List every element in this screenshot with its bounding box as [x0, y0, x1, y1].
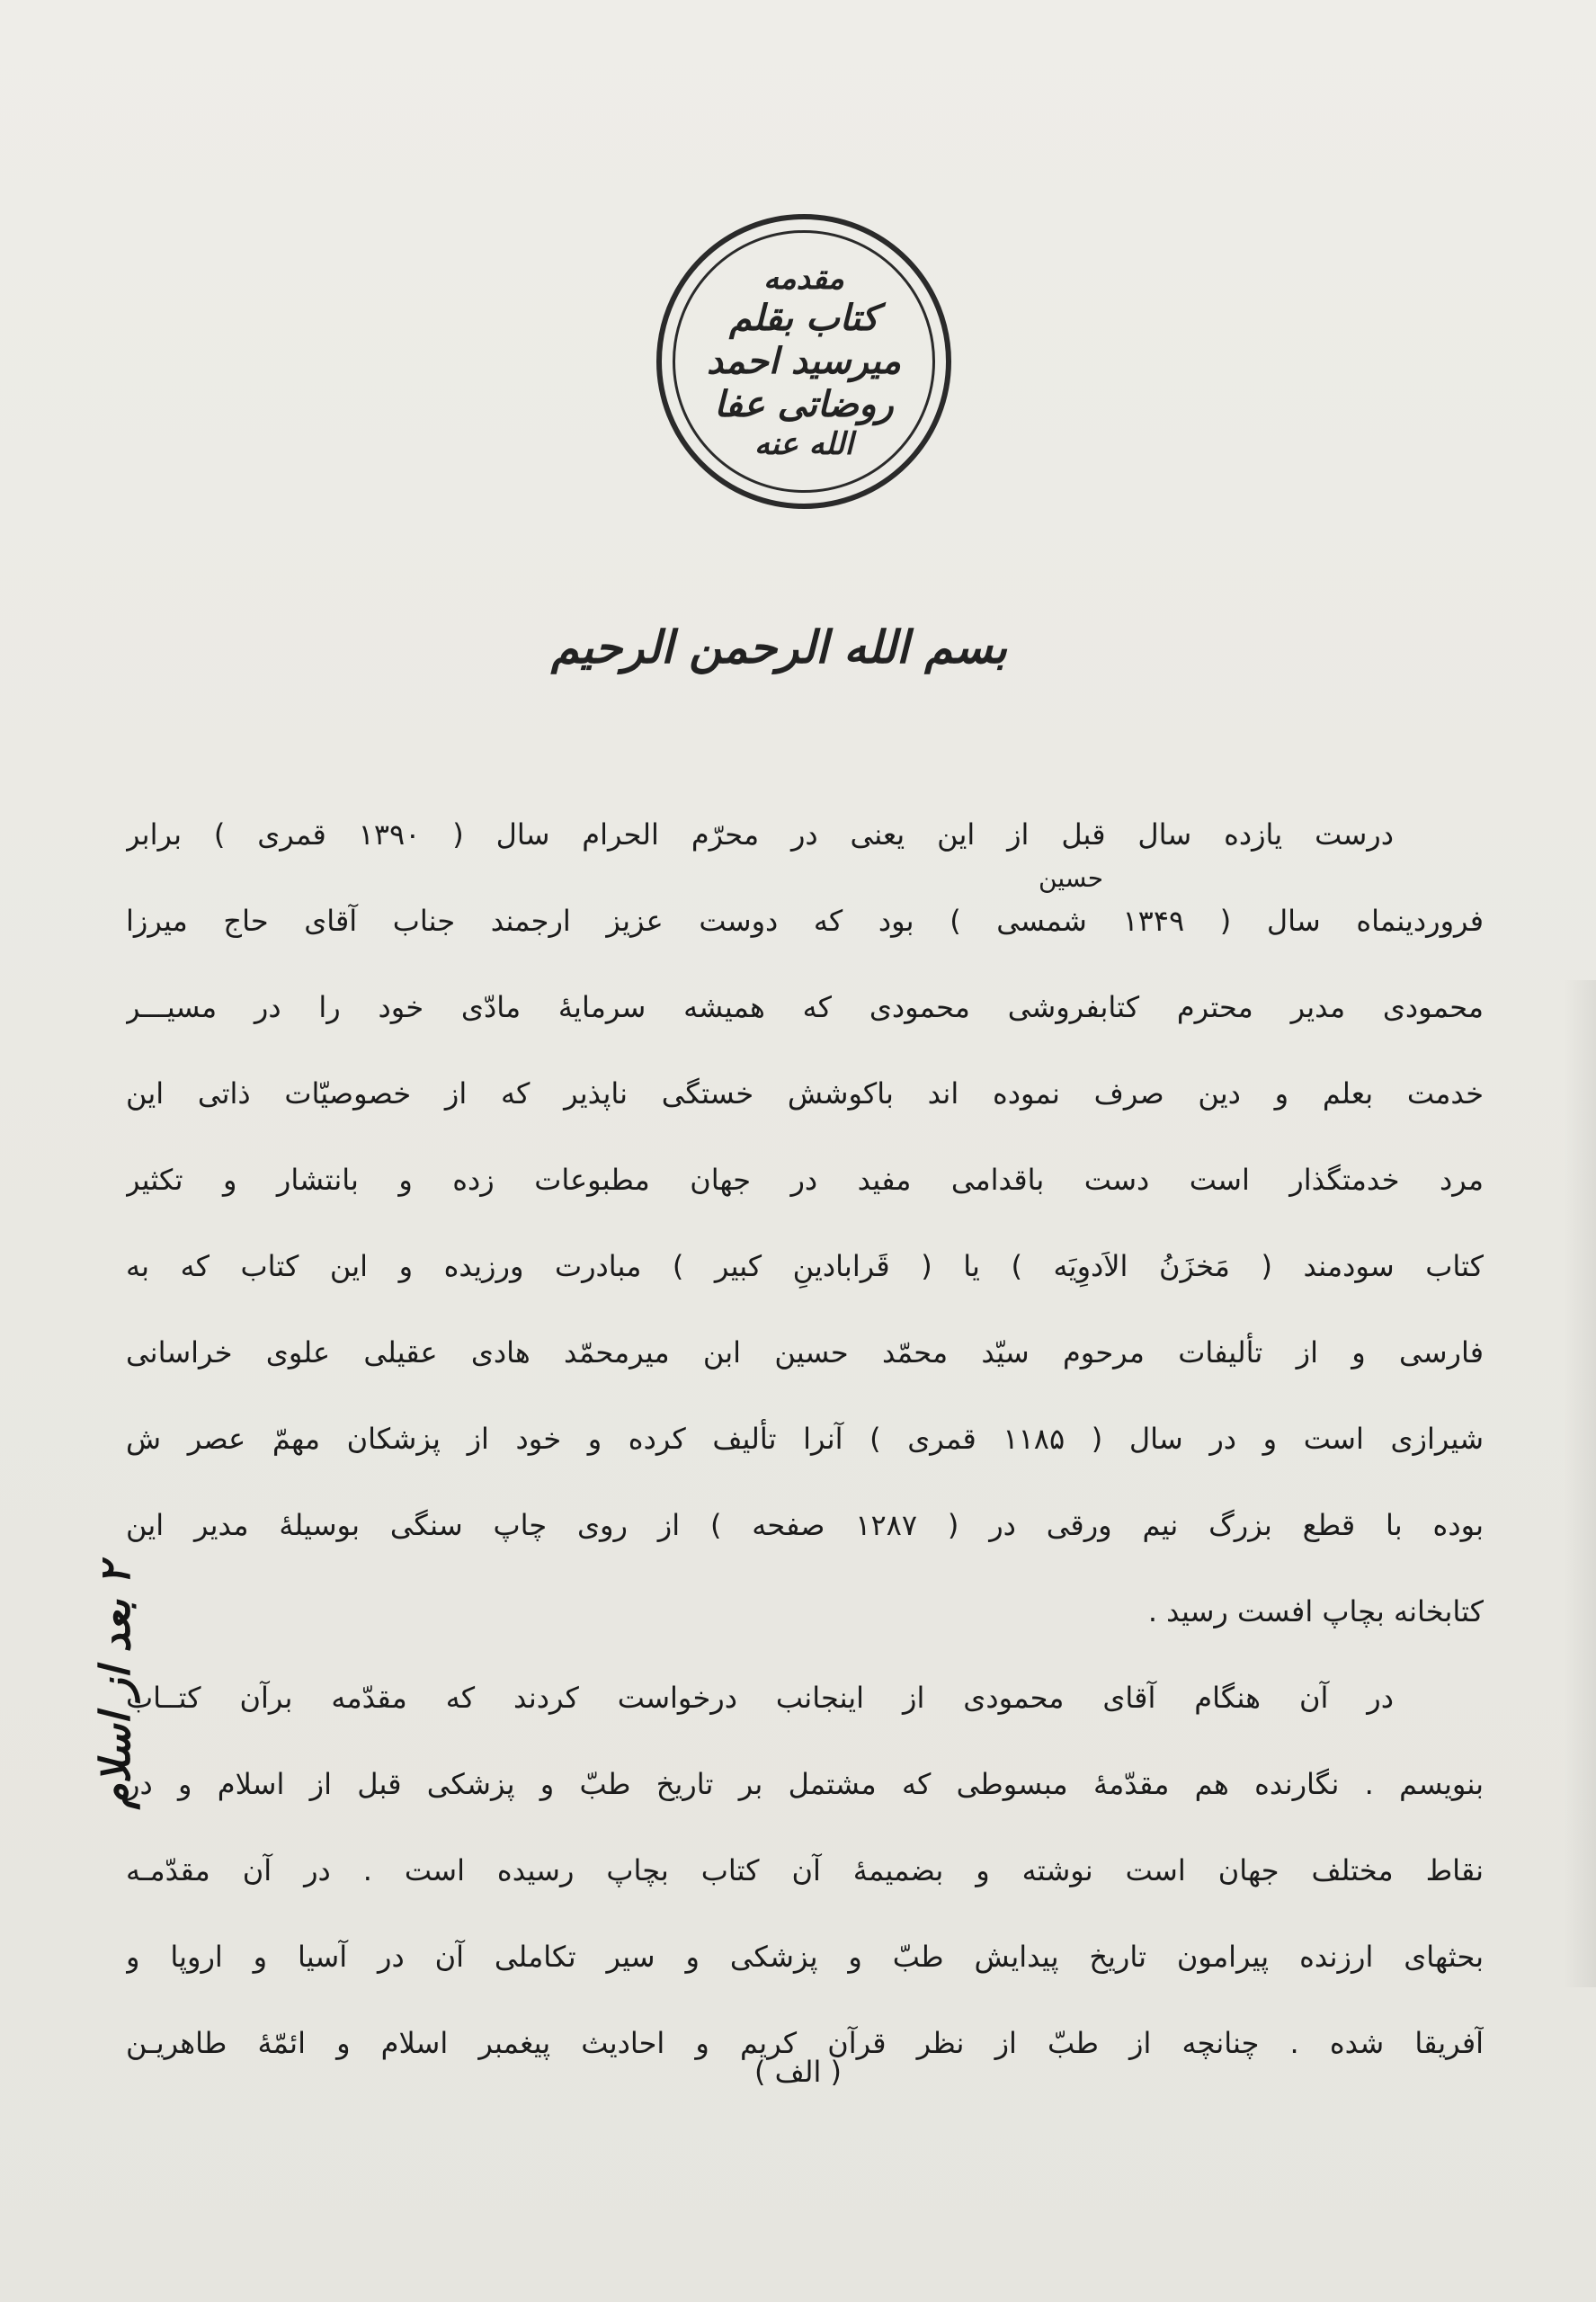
text-line: بوده با قطع بزرگ نیم ورقی در ( ۱۲۸۷ صفحه ) از روی چاپ سنگی بوسیلهٔ مدیر این: [126, 1508, 1484, 1542]
seal-text: [692, 246, 915, 477]
text-line: شیرازی است و در سال ( ۱۱۸۵ قمری ) آنرا تألیف کرده و خود از پزشکان مهمّ عصر ش: [126, 1422, 1484, 1456]
text-line: آفریقا شده . چنانچه از طبّ از نظر قرآن کریم و احادیث پیغمبر اسلام و ائمّهٔ طاهریـن: [126, 2026, 1484, 2060]
page-number: ( الف ): [753, 2055, 843, 2089]
text-line: بحثهای ارزنده پیرامون تاریخ پیدایش طبّ و پزشکی و سیر تکاملی آن در آسیا و اروپا و: [126, 1940, 1484, 1974]
text-line: درست یازده سال قبل از این یعنی در محرّم الحرام سال ( ۱۳۹۰ قمری ) برابر: [126, 817, 1395, 852]
text-line: فروردینماه سال ( ۱۳۴۹ شمسی ) بود که دوست عزیز ارجمند جناب آقای حاج میرزا: [126, 904, 1484, 938]
body-text: [126, 791, 1484, 2086]
seal-line: الله عنه: [754, 426, 853, 462]
text-line: کتاب سودمند ( مَخزَنُ الاَدوِیَه ) یا ( قَرابادینِ کبیر ) مبادرت ورزیده و این کتاب که به: [126, 1249, 1484, 1283]
circular-seal: [656, 214, 951, 509]
text-line: در آن هنگام آقای محمودی از اینجانب درخواست کردند که مقدّمه برآن کتــاب: [126, 1681, 1394, 1715]
text-line: مرد خدمتگذار است دست باقدامی مفید در جهان مطبوعات زده و بانتشار و تکثیر: [126, 1163, 1484, 1197]
basmala-heading: بسم الله الرحمن الرحیم: [550, 620, 1007, 674]
handwritten-margin-note: ۲ بعد از اسلام: [91, 1562, 139, 1810]
seal-line: روضاتی عفا: [714, 383, 894, 425]
text-line: خدمت بعلم و دین صرف نموده اند باکوشش خستگی ناپذیر که از خصوصیّات ذاتی این: [126, 1076, 1484, 1111]
seal-line: کتاب بقلم: [728, 297, 879, 339]
seal-line: مقدمه: [763, 261, 844, 297]
interlinear-note: حسین: [1039, 863, 1104, 893]
text-line: فارسی و از تألیفات مرحوم سیّد محمّد حسین ابن میرمحمّد هادی عقیلی علوی خراسانی: [126, 1335, 1484, 1370]
text-line: کتابخانه بچاپ افست رسید .: [1147, 1594, 1484, 1628]
text-line: محمودی مدیر محترم کتابفروشی محمودی که همیشه سرمایهٔ مادّی خود را در مسیـــر: [126, 990, 1484, 1024]
text-line: نقاط مختلف جهان است نوشته و بضمیمهٔ آن کتاب بچاپ رسیده است . در آن مقدّمـه: [126, 1853, 1484, 1887]
text-line: بنویسم . نگارنده هم مقدّمهٔ مبسوطی که مشتمل بر تاریخ طبّ و پزشکی قبل از اسلام و در: [126, 1767, 1484, 1801]
seal-line: میرسید احمد: [706, 340, 902, 382]
